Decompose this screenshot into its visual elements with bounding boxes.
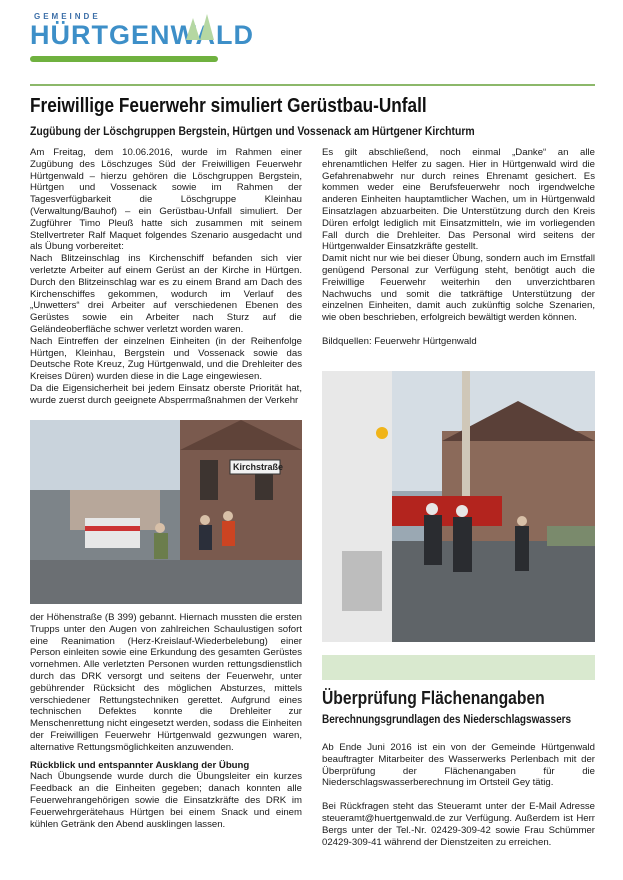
article-title: Freiwillige Feuerwehr simuliert Gerüstbau-Unfall	[30, 95, 427, 117]
section-divider-bar	[322, 655, 595, 680]
paragraph: Ab Ende Juni 2016 ist ein von der Gemeinde Hürtgenwald beauftragter Mitarbeiter des Wasserwerks Perlenbach mit der Überprüfung der Flächenangaben für die Niederschlagswasserberechnung im Ortsteil Gey tätig.	[322, 742, 595, 789]
article-2-subtitle: Berechnungsgrundlagen des Niederschlagswassers	[322, 714, 572, 726]
section-heading: Rückblick und entspannter Ausklang der Übung	[30, 759, 250, 771]
paragraph: der Höhenstraße (B 399) gebannt. Hiernach mussten die ersten Trupps unter den Augen von zahlreichen Schaulustigen sofort eine Reanimation (Herz-Kreislauf-Wiederbelebung) einer Person einleiten sowie eine Erkundung des gesamten Gerüstes vornehmen. Alle verletzten Personen wurden rettungsdienstlich durch das DRK versorgt und seitens der Feuerwehr, unter gebührender Rücksicht des möglichen Absturzes, mittels verschiedener Rettungstechniken gerettet. Aufgrund eines technischen Defektes konnte die Drehleiter zur Menschenrettung nicht eingesetzt werden, sodass die Einheiten der Freiwilligen Feuerwehr Hürtgenwald gezwungen waren, alternative Rettungsmöglichkeiten anzuwenden.	[30, 612, 302, 753]
paragraph: Damit nicht nur wie bei dieser Übung, sondern auch im Ernstfall genügend Personal zur Verfügung steht, benötigt auch die Freiwillige Feuerwehr weiterhin den unverzichtbaren Nachwuchs und somit die tatkräftige Unterstützung der einzelnen Einheiten, damit auch zukünftig solche Szenarien, wie oben beschrieben, erfolgreich bewältigt werden können.	[322, 253, 595, 324]
paragraph: Da die Eigensicherheit bei jedem Einsatz oberste Priorität hat, wurde zuerst durch geeignete Absperrmaßnahmen der Verkehr	[30, 382, 302, 406]
tree-icon	[200, 14, 214, 40]
column-1-text	[30, 147, 302, 407]
paragraph: Bei Rückfragen steht das Steueramt unter der E-Mail Adresse steueramt@huertgenwald.de zur Verfügung. Außerdem ist Herr Bergs unter der Tel.-Nr. 02429-309-42 sowie Frau Schümmer 02429-309-41 während der Dienstzeiten zu erreichen.	[322, 801, 595, 848]
paragraph: Am Freitag, dem 10.06.2016, wurde im Rahmen einer Zugübung des Löschzuges Süd der Freiwilligen Feuerwehr Hürtgenwald – hierzu gehören die Löschgruppen Bergstein, Hürtgen und Vossenack sowie im Rahmen der Tagesverfügbarkeit die Löschgruppe Kleinhau (Verwaltung/Bauhof) – ein Gerüstbau-Unfall simuliert. Der Zugführer Timo Pleuß hatte sich zusammen mit seinem Stellvertreter Ralf Maquet folgendes Szenario ausgedacht und als Übung vorbereitet:	[30, 147, 302, 253]
paragraph: Nach Eintreffen der einzelnen Einheiten (in der Reihenfolge Hürtgen, Kleinhau, Bergstein und Vossenack sowie das Deutsche Rote Kreuz, Zug Hürtgenwald, und die Drehleiter des Kreises Düren) wurden diese in die Lage eingewiesen.	[30, 335, 302, 383]
logo-bar	[30, 56, 218, 62]
street-sign: Kirchstraße	[233, 462, 284, 472]
logo-main-text: HÜRTGENWALD	[30, 20, 254, 50]
top-rule	[30, 84, 595, 86]
paragraph: Nach Blitzeinschlag ins Kirchenschiff befanden sich vier verletzte Arbeiter auf einem Gerüst an der Kirche in Hürtgen. Durch den Blitzeinschlag war es zu einem Brand am Dach des Kirchenschiffes gekommen, wodurch im Verlauf des „Unwetters“ drei Arbeiter auf verschiedenen Ebenen des Gerüstes sowie ein Arbeiter nach Sturz auf die Geländeoberfläche schwer verletzt worden waren.	[30, 253, 302, 335]
photo-firefighters	[322, 371, 595, 642]
logo-small-text: GEMEINDE	[34, 12, 101, 21]
logo	[0, 0, 254, 70]
article-subtitle: Zugübung der Löschgruppen Bergstein, Hürtgen und Vossenack am Hürtgener Kirchturm	[30, 124, 475, 138]
paragraph: Nach Übungsende wurde durch die Übungsleiter ein kurzes Feedback an die Einheiten gegeben; danach konnten alle Feuerwehrangehörigen sowie die Einsatzkräfte des DRK im Feuerwehrgerätehaus Hürtgen bei einem Snack und einem kühlen Getränk den Abend ausklingen lassen.	[30, 771, 302, 830]
image-credit: Bildquellen: Feuerwehr Hürtgenwald	[322, 335, 477, 347]
column-1-continued	[30, 612, 302, 830]
column-2-text	[322, 147, 595, 348]
photo-church-exercise	[30, 420, 302, 604]
article-2-title: Überprüfung Flächenangaben	[322, 688, 545, 708]
tree-icon	[186, 18, 200, 40]
article-2-text	[322, 742, 595, 848]
paragraph: Es gilt abschließend, noch einmal „Danke“ an alle ehrenamtlichen Helfer zu sagen. Hier in Hürtgenwald wird die Gefahrenabwehr nur durch reines Ehrenamt gesichert. Es kommen weder eine Berufsfeuerwehr noch irgendwelche anderen Einheiten hauptamtlicher Wachen, um in Hürtgenwald Einsatzlagen abzuarbeiten. Die Unterstützung durch den Kreis Düren erfolgt lediglich mit Einsatzmitteln, wie im vorliegenden Fall durch die Drehleiter. Das Personal wird seitens der Hürtgenwalder Einsatzkräfte gestellt.	[322, 147, 595, 253]
